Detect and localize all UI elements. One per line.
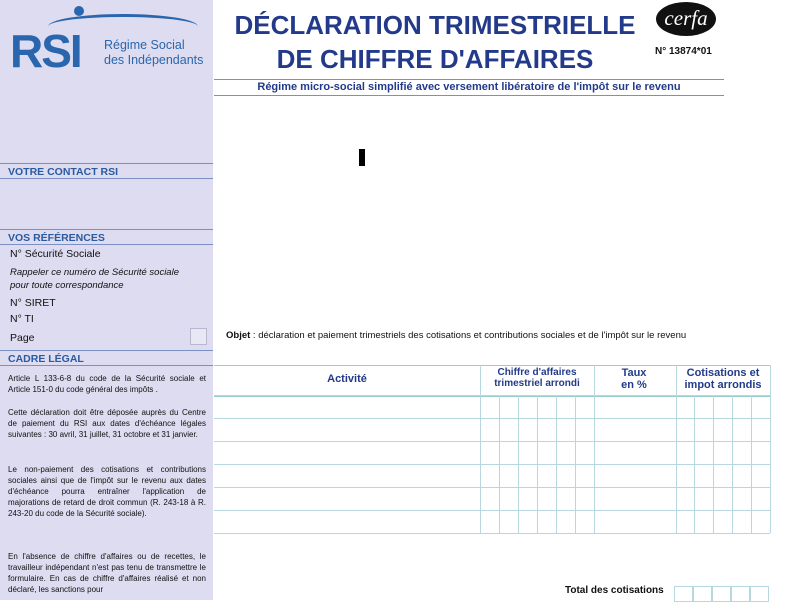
siret-label: N° SIRET (10, 297, 56, 309)
objet-label: Objet (226, 330, 251, 341)
table-header-divider (676, 365, 677, 395)
table-cell-divider (713, 395, 714, 533)
table-cell-divider (537, 395, 538, 533)
table-cell-divider (770, 395, 771, 533)
table-cell-divider (594, 395, 595, 533)
table-cell-divider (556, 395, 557, 533)
table-cell-divider (676, 395, 677, 533)
table-cell-divider (694, 395, 695, 533)
col-taux-line2: en % (621, 379, 647, 391)
col-cotis-line1: Cotisations et (686, 367, 760, 379)
table-cell-divider (518, 395, 519, 533)
table-row-line (214, 441, 770, 442)
total-label: Total des cotisations (565, 585, 664, 596)
sidebar (0, 0, 213, 600)
form-title-line2: DE CHIFFRE D'AFFAIRES (276, 44, 594, 74)
text-cursor-icon (359, 149, 365, 166)
table-cell-divider (575, 395, 576, 533)
legal-paragraph-4: En l'absence de chiffre d'affaires ou de recettes, le travailleur indépendant n'est pas tenu de transmettre le formulaire. En cas de chiffre d'affaires réalisé et non déclaré, les sanctions pour (8, 552, 206, 594)
table-row-line (214, 510, 770, 511)
table-row-line (214, 395, 770, 396)
cerfa-number: N° 13874*01 (655, 46, 712, 57)
form-title-line1: DÉCLARATION TRIMESTRIELLE (234, 10, 636, 40)
ti-label: N° TI (10, 313, 34, 325)
legal-paragraph-2: Cette déclaration doit être déposée auprès du Centre de paiement du RSI aux dates d'échéance légales suivantes : 30 avril, 31 juillet, 31 octobre et 31 janvier. (8, 408, 206, 439)
table-header-divider (594, 365, 595, 395)
col-ca-line2: trimestriel arrondi (494, 378, 580, 389)
table-cell-divider (732, 395, 733, 533)
subtitle-rule-bottom (214, 95, 724, 96)
contact-heading: VOTRE CONTACT RSI (0, 163, 213, 179)
table-row-line (214, 487, 770, 488)
col-cotis-line2: impot arrondis (684, 379, 762, 391)
table-row-line (214, 418, 770, 419)
table-header-divider (480, 365, 481, 395)
secu-label: N° Sécurité Sociale (10, 248, 101, 260)
col-activite: Activité (327, 373, 367, 385)
legal-paragraph-3: Le non-paiement des cotisations et contributions sociales ainsi que de l'impôt sur le revenu aux dates d'échéance pourra entraîner l'application de majorations de retard de droit commun (R. 243-18 à R. 243-20 du code de la Sécurité sociale). (8, 465, 206, 518)
legal-paragraph-1: Article L 133-6-8 du code de la Sécurité sociale et Article 151-0 du code général des impôts . (8, 374, 206, 394)
col-taux (594, 367, 674, 391)
col-taux-line1: Taux (621, 367, 647, 379)
col-cotis (676, 367, 770, 391)
logo-subtitle-line1: Régime Social (104, 38, 185, 52)
secu-note-line2: pour toute correspondance (10, 280, 124, 291)
objet-line (226, 330, 686, 341)
form-subtitle: Régime micro-social simplifié avec versement libératoire de l'impôt sur le revenu (257, 81, 681, 93)
table-row-line (214, 533, 770, 534)
table-cell-divider (480, 395, 481, 533)
logo-subtitle-line2: des Indépendants (104, 53, 204, 67)
col-ca (482, 367, 592, 389)
objet-text: : déclaration et paiement trimestriels des cotisations et contributions sociales et de l'impôt sur le revenu (250, 330, 687, 341)
subtitle-rule-top (214, 79, 724, 80)
secu-note-line1: Rappeler ce numéro de Sécurité sociale (10, 267, 179, 278)
logo-dot-icon (74, 6, 84, 16)
table-cell-divider (751, 395, 752, 533)
logo-subtitle (104, 38, 203, 68)
page-input[interactable] (190, 328, 207, 345)
refs-heading: VOS RÉFÉRENCES (0, 229, 213, 245)
col-ca-line1: Chiffre d'affaires (497, 367, 577, 378)
rsi-logo (8, 4, 213, 76)
table-cell-divider (499, 395, 500, 533)
legal-heading: CADRE LÉGAL (0, 350, 213, 366)
logo-brand: RSI (10, 25, 81, 77)
secu-note (10, 266, 179, 292)
page-label: Page (10, 332, 35, 344)
table-row-line (214, 464, 770, 465)
table-header-divider (770, 365, 771, 395)
cerfa-logo: cerfa (656, 2, 716, 36)
